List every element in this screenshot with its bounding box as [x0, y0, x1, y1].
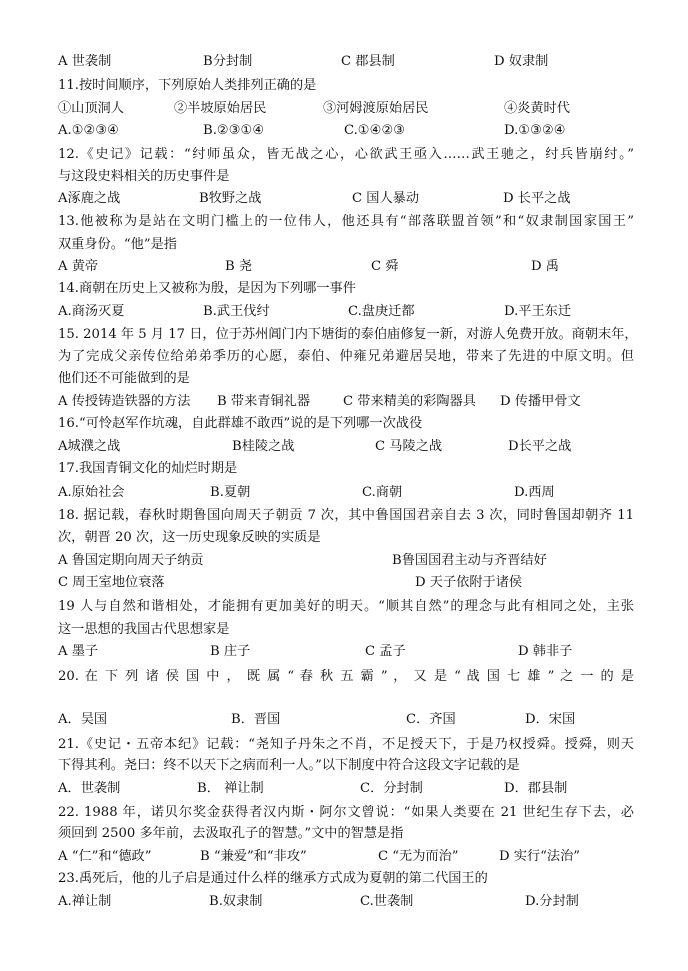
- question-18-options-row1: [58, 552, 638, 570]
- question-11-stem: 11.按时间顺序，下列原始人类排列正确的是: [58, 78, 317, 93]
- question-15-stem-line1: 15. 2014 年 5 月 17 日，位于苏州阊门内下塘街的泰伯庙修复一新，对游人免费开放。商朝末年，: [58, 327, 638, 342]
- option-b: B鲁国国君主动与齐晋结好: [392, 553, 547, 568]
- option-d: D长平之战: [508, 439, 572, 454]
- question-22-options: [58, 848, 638, 866]
- option-b: B． 禅让制: [197, 781, 264, 796]
- option-c: C 国人暴动: [352, 191, 420, 206]
- option-c: C.盘庚迁都: [348, 304, 415, 319]
- item-1: ①山顶洞人: [58, 101, 124, 116]
- question-20-stem: 20. 在 下 列 诸 侯 国 中 ， 既 属 “ 春 秋 五 霸 ” ， 又 是 “ 战 国 七 雄 ” 之 一 的 是: [58, 669, 634, 684]
- question-19-options: [58, 643, 638, 661]
- option-c: C 孟子: [365, 644, 406, 659]
- question-21-stem-line1: 21.《史记・五帝本纪》记载：“尧知子丹朱之不肖，不足授天下，于是乃权授舜。授舜，则天: [58, 737, 634, 752]
- question-15-options: [58, 393, 638, 411]
- option-c: C 带来精美的彩陶器具: [343, 394, 476, 409]
- option-b: B.②③①④: [203, 123, 265, 138]
- option-c: C 舜: [371, 259, 399, 274]
- question-21-options: [58, 780, 638, 798]
- item-3: ③河姆渡原始居民: [323, 101, 429, 116]
- question-11-options: [58, 122, 638, 140]
- option-a: A “仁”和“德政”: [58, 849, 152, 864]
- question-12-options: [58, 190, 638, 208]
- question-20-options: [58, 711, 638, 729]
- question-14-options: [58, 303, 638, 321]
- option-c: C “无为而治”: [378, 849, 459, 864]
- question-19-stem-line2: 这一思想的我国古代思想家是: [58, 622, 230, 637]
- option-b: B．晋国: [231, 712, 281, 727]
- item-4: ④炎黄时代: [504, 101, 570, 116]
- question-15-stem-line2: 为了完成父亲传位给弟弟季历的心愿，泰伯、仲雍兄弟避居吴地，带来了先进的中原文明。但: [58, 349, 634, 364]
- question-16-stem: 16.“可怜赵军作坑魂，自此群雄不敢西”说的是下列哪一次战役: [58, 416, 423, 431]
- option-d: D.西周: [514, 485, 555, 500]
- option-a: A 世袭制: [58, 54, 112, 69]
- option-b: B分封制: [203, 54, 253, 69]
- option-d: D 传播甲骨文: [500, 394, 581, 409]
- option-a: A 墨子: [58, 644, 99, 659]
- question-22-stem-line2: 须回到 2500 多年前，去汲取孔子的智慧。”文中的智慧是指: [58, 826, 404, 841]
- question-22-stem-line1: 22. 1988 年，诺贝尔奖金获得者汉内斯・阿尔文曾说：“如果人类要在 21 世纪生存下去，必: [58, 805, 634, 820]
- question-15-stem-line3: 他们还不可能做到的是: [58, 371, 190, 386]
- option-c: C.①④②③: [344, 123, 406, 138]
- option-d: D.分封制: [525, 894, 579, 909]
- question-16-options: [58, 438, 638, 456]
- option-d: D 禹: [531, 259, 559, 274]
- question-23-options: [58, 893, 638, 911]
- option-b: B.夏朝: [210, 485, 251, 500]
- option-a: A．世袭制: [58, 781, 121, 796]
- question-12-stem-line2: 与这段史料相关的历史事件是: [58, 169, 230, 184]
- option-a: A．吴国: [58, 712, 108, 727]
- option-d: D 韩非子: [518, 644, 573, 659]
- options-row: [58, 53, 638, 71]
- option-b: B桂陵之战: [232, 439, 295, 454]
- option-c: C 马陵之战: [375, 439, 443, 454]
- option-d: D.①③②④: [504, 123, 566, 138]
- question-23-stem: 23.禹死后，他的儿子启是通过什么样的继承方式成为夏朝的第二代国王的: [58, 871, 488, 886]
- question-13-stem-line1: 13.他被称为是站在文明门槛上的一位伟人，他还具有“部落联盟首领”和“奴隶制国家国王”: [58, 214, 634, 229]
- option-d: D 奴隶制: [494, 54, 549, 69]
- option-d: D.平王东迁: [504, 304, 572, 319]
- item-2: ②半坡原始居民: [174, 101, 267, 116]
- option-a: A 黄帝: [58, 259, 99, 274]
- question-14-stem: 14.商朝在历史上又被称为殷，是因为下列哪一事件: [58, 281, 356, 296]
- option-d: D 长平之战: [503, 191, 571, 206]
- option-c: C 周王室地位衰落: [58, 575, 165, 590]
- question-13-options: [58, 258, 638, 276]
- option-b: B “兼爱”和“非攻”: [200, 849, 307, 864]
- question-19-stem-line1: 19 人与自然和谐相处，才能拥有更加美好的明天。“顺其自然”的理念与此有相同之处，主张: [58, 599, 634, 614]
- option-c: C．分封制: [360, 781, 423, 796]
- option-b: B牧野之战: [199, 191, 262, 206]
- question-18-options-row2: [58, 574, 638, 592]
- option-b: B 带来青铜礼器: [217, 394, 311, 409]
- question-11-items: [58, 100, 638, 118]
- option-a: A 鲁国定期向周天子纳贡: [58, 553, 204, 568]
- option-a: A 传授铸造铁器的方法: [58, 394, 191, 409]
- question-12-stem-line1: 12.《史记》记载：“纣师虽众，皆无战之心，心欲武王亟入……武王驰之，纣兵皆崩纣。”: [58, 147, 634, 162]
- option-a: A.①②③④: [58, 123, 120, 138]
- question-21-stem-line2: 下得其利。尧曰：终不以天下之病而利一人。”以下制度中符合这段文字记载的是: [58, 758, 520, 773]
- option-c: C 郡县制: [341, 54, 395, 69]
- option-c: C.世袭制: [360, 894, 414, 909]
- option-b: B.武王伐纣: [203, 304, 270, 319]
- question-17-options: [58, 484, 638, 502]
- option-a: A涿鹿之战: [58, 191, 121, 206]
- option-d: D 天子依附于诸侯: [415, 575, 523, 590]
- question-18-stem-line2: 次，朝晋 20 次，这一历史现象反映的实质是: [58, 530, 321, 545]
- option-d: D 实行“法治”: [499, 849, 580, 864]
- option-a: A.原始社会: [58, 485, 125, 500]
- option-a: A.商汤灭夏: [58, 304, 125, 319]
- option-b: B 尧: [225, 259, 253, 274]
- question-18-stem-line1: 18. 据记载，春秋时期鲁国向周天子朝贡 7 次，其中鲁国国君亲自去 3 次，同时鲁国却朝齐 11: [58, 508, 634, 523]
- question-17-stem: 17.我国青铜文化的灿烂时期是: [58, 461, 238, 476]
- option-a: A城濮之战: [58, 439, 121, 454]
- question-13-stem-line2: 双重身份。“他”是指: [58, 237, 177, 252]
- option-c: C.商朝: [362, 485, 403, 500]
- option-b: B.奴隶制: [209, 894, 263, 909]
- option-a: A.禅让制: [58, 894, 112, 909]
- option-d: D．宋国: [525, 712, 576, 727]
- option-b: B 庄子: [210, 644, 251, 659]
- option-d: D．郡县制: [504, 781, 568, 796]
- option-c: C．齐国: [406, 712, 456, 727]
